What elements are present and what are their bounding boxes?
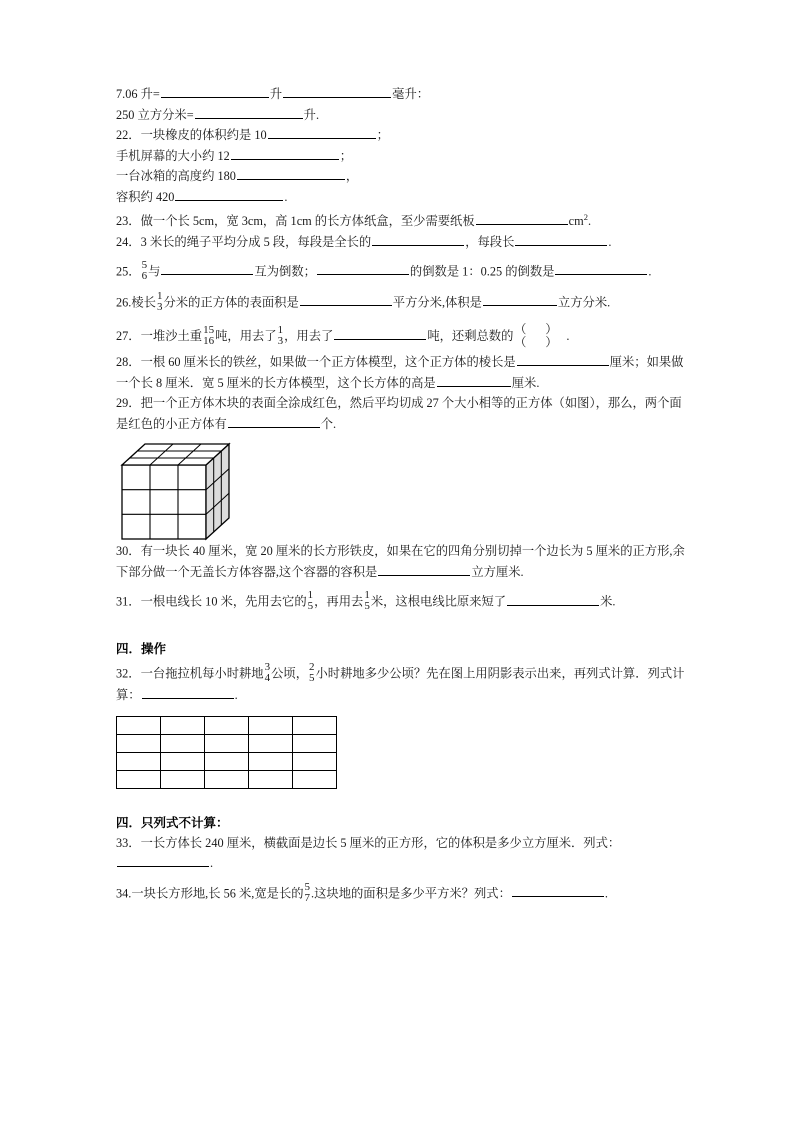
q31-fraction-2-denominator: 5 [364,600,370,613]
q28-line [116,352,686,393]
q24-number: 24． [116,234,141,249]
grid-cell[interactable] [205,734,249,752]
q31-fraction-1-numerator: 1 [307,589,314,602]
q24-line [116,232,686,253]
q21-blank-1[interactable] [161,85,269,98]
q25-text-c: 的倒数是 1：0.25 的倒数是 [409,264,555,279]
q26-text-c: 平方分米,体积是 [392,295,482,310]
q31-fraction-2 [364,590,370,612]
q31-fraction-1 [308,590,314,612]
q25-line [116,261,686,283]
q29-blank-1[interactable] [228,415,320,428]
q30-line [116,541,686,582]
q31-number: 31． [116,594,141,609]
q27-answer-fraction-parens[interactable] [514,323,565,348]
grid-cell[interactable] [117,770,161,788]
grid-cell[interactable] [205,716,249,734]
q28-text-b: 厘米；如果做一个长 8 厘米．宽 5 厘米的长方体模型，这个长方体的高是 [116,355,684,390]
q34-number: 34. [116,886,132,901]
q21-line-1 [116,84,686,105]
q22-text-2: 手机屏幕的大小约 12 [116,148,230,163]
q33-line [116,833,686,874]
q26-blank-2[interactable] [483,293,557,306]
q23-line [116,207,686,232]
q34-text-c: . [604,886,608,901]
q31-text-b: ，再用去 [314,594,364,609]
q32-line [116,663,686,706]
q21-line1-text-a: 7.06 升= [116,87,160,101]
q34-fraction-numerator: 5 [304,880,311,893]
q31-fraction-2-numerator: 1 [364,589,370,602]
q31-line [116,591,686,613]
q30-text-b: 立方厘米. [471,564,524,579]
q32-number: 32． [116,666,141,681]
q26-blank-1[interactable] [300,293,392,306]
q27-paren-numerator: （ ） [514,322,566,337]
grid-cell[interactable] [161,734,205,752]
grid-cell[interactable] [117,752,161,770]
q31-blank-1[interactable] [507,593,599,606]
section-heading-expression-only: 四．只列式不计算： [116,815,229,830]
q21-blank-2[interactable] [283,85,391,98]
q22-end-2: ； [339,148,353,163]
q27-fraction-2-numerator: 1 [277,323,284,336]
q34-text-b: .这块地的面积是多少平方米？列式： [311,886,511,901]
grid-cell[interactable] [293,734,337,752]
q26-fraction [157,291,163,313]
q24-text-a: 3 米长的绳子平均分成 5 段，每段是全长的 [140,234,372,249]
q22-line-2 [116,146,686,167]
q32-fraction-1 [265,662,271,684]
q32-fraction-2-numerator: 2 [309,661,315,674]
q25-fraction-numerator: 5 [141,259,148,272]
q32-fraction-2-denominator: 5 [309,672,315,685]
q30-blank-1[interactable] [378,563,470,576]
q23-number: 23． [116,214,141,229]
q27-fraction-1-denominator: 16 [203,334,215,347]
q23-text-b: cm [568,214,584,229]
q22-end-1: ； [376,128,389,142]
grid-row [117,716,337,734]
q33-text-a: 一长方体长 240 厘米，横截面是边长 5 厘米的正方形，它的体积是多少立方厘米．列式： [140,835,621,850]
q27-fraction-1-numerator: 15 [203,323,215,336]
q28-number: 28． [116,355,141,370]
grid-cell[interactable] [205,752,249,770]
grid-cell[interactable] [117,716,161,734]
q26-text-d: 立方分米. [557,295,611,310]
q34-text-a: 一块长方形地,长 56 米,宽是长的 [131,886,304,901]
cube-figure-wrapper [116,441,346,541]
q25-text-a: 与 [148,264,161,279]
q25-blank-1[interactable] [161,262,253,275]
grid-cell[interactable] [249,734,293,752]
q26-number: 26. [116,295,132,310]
grid-cell[interactable] [117,734,161,752]
q27-number: 27． [116,329,141,344]
q24-text-c: . [608,234,612,249]
grid-cell[interactable] [161,716,205,734]
q22-blank-4[interactable] [175,188,283,201]
q25-text-d: . [648,264,652,279]
q22-text-4: 容积约 420 [116,189,175,204]
q23-text-c: . [587,214,592,229]
grid-cell[interactable] [293,716,337,734]
q29-number: 29． [116,396,141,411]
q31-fraction-1-denominator: 5 [307,600,314,613]
q32-fraction-2 [309,662,315,684]
q32-text-d: . [234,688,238,703]
q33-text-b: . [210,856,214,871]
q34-blank-1[interactable] [512,884,604,897]
q25-blank-3[interactable] [555,262,647,275]
q21-line1-text-c: 毫升： [392,87,430,101]
q32-text-c: 小时耕地多少公顷？先在图上用阴影表示出来，再列式计算．列式计算： [116,666,685,703]
q21-line-2 [116,105,686,126]
section-heading-operation: 四．操作 [116,642,167,657]
q22-line-4 [116,187,686,208]
q27-fraction-1 [203,325,214,347]
grid-cell[interactable] [161,752,205,770]
q31-text-c: 米，这根电线比原来短了 [370,594,507,609]
q25-fraction [142,260,148,282]
q33-blank-1[interactable] [117,854,209,867]
q24-text-b: ，每段长 [465,234,515,249]
q26-fraction-denominator: 3 [156,301,163,314]
q22-blank-3[interactable] [237,167,345,180]
q21-blank-3[interactable] [195,106,303,119]
q27-text-e: . [566,329,570,344]
q22-text-1: 一块橡皮的体积约是 10 [140,128,267,142]
q32-fraction-1-numerator: 3 [264,661,271,674]
q26-line [116,292,686,314]
q24-blank-2[interactable] [515,233,607,246]
q26-fraction-numerator: 1 [156,290,163,303]
q32-blank-1[interactable] [142,686,234,699]
q27-fraction-2-denominator: 3 [277,334,284,347]
worksheet-content [116,84,686,905]
q23-superscript: 2 [583,212,588,222]
q32-shading-grid[interactable] [116,716,337,789]
q34-line [116,880,686,905]
cube-front-face [122,465,206,539]
q32-text-b: 公顷， [271,666,308,681]
q30-text-a: 有一块长 40 厘米，宽 20 厘米的长方形铁皮，如果在它的四角分别切掉一个边长为 5 厘米的正方形,余下部分做一个无盖长方体容器,这个容器的容积是 [116,544,685,579]
q27-text-d: 吨，还剩总数的 [427,329,514,344]
q21-line1-text-b: 升 [269,87,283,101]
q28-blank-2[interactable] [437,374,511,387]
q28-text-c: 厘米. [511,375,540,390]
q34-fraction [305,882,311,904]
q23-blank-1[interactable] [476,212,568,225]
q23-text-a: 做一个长 5cm，宽 3cm，高 1cm 的长方体纸盒，至少需要纸板 [140,214,475,229]
q26-text-b: 分米的正方体的表面积是 [163,295,299,310]
q33-number: 33． [116,835,141,850]
q28-blank-1[interactable] [517,353,609,366]
q21-line2-text-a: 250 立方分米= [116,107,194,122]
q29-line [116,393,686,434]
q24-blank-1[interactable] [372,233,464,246]
q27-text-a: 一堆沙土重 [140,329,203,344]
q25-blank-2[interactable] [317,262,409,275]
q27-line [116,323,686,348]
q34-fraction-denominator: 7 [304,891,311,904]
grid-cell[interactable] [293,770,337,788]
q25-fraction-denominator: 6 [141,270,148,283]
q22-end-3: ， [345,169,359,183]
q27-blank-1[interactable] [334,327,426,340]
q21-line2-text-b: 升. [303,107,320,122]
grid-row [117,752,337,770]
q27-paren-denominator: （ ） [514,334,566,349]
q27-fraction-2 [278,325,284,347]
q32-text-a: 一台拖拉机每小时耕地 [140,666,264,681]
q22-blank-2[interactable] [231,147,339,160]
q25-text-b: 互为倒数； [254,264,316,279]
grid-cell[interactable] [249,770,293,788]
q31-text-a: 一根电线长 10 米，先用去它的 [140,594,307,609]
grid-row [117,770,337,788]
q29-text-a: 把一个正方体木块的表面全涂成红色，然后平均切成 27 个大小相等的正方体（如图），那么，两个面是红色的小正方体有 [116,396,682,431]
grid-cell[interactable] [293,752,337,770]
q22-line-1 [116,125,686,146]
q25-number: 25． [116,264,141,279]
q28-text-a: 一根 60 厘米长的铁丝，如果做一个正方体模型，这个正方体的棱长是 [140,355,516,370]
q32-fraction-1-denominator: 4 [264,672,271,685]
q27-text-c: ，用去了 [284,329,334,344]
grid-cell[interactable] [249,716,293,734]
3x3x3-cube-diagram [116,441,316,541]
q22-line-3 [116,166,686,187]
q22-end-4: . [284,189,288,204]
q27-text-b: 吨，用去了 [215,329,277,344]
grid-cell[interactable] [249,752,293,770]
q30-number: 30． [116,544,141,559]
q32-grid-body [117,716,337,788]
grid-cell[interactable] [161,770,205,788]
q29-text-b: 个. [320,416,337,431]
grid-row [117,734,337,752]
q22-number: 22． [116,128,141,142]
q22-text-3: 一台冰箱的高度约 180 [116,169,236,183]
grid-cell[interactable] [205,770,249,788]
q26-text-a: 棱长 [131,295,156,310]
q22-blank-1[interactable] [268,126,376,139]
q31-text-d: 米. [600,594,616,609]
